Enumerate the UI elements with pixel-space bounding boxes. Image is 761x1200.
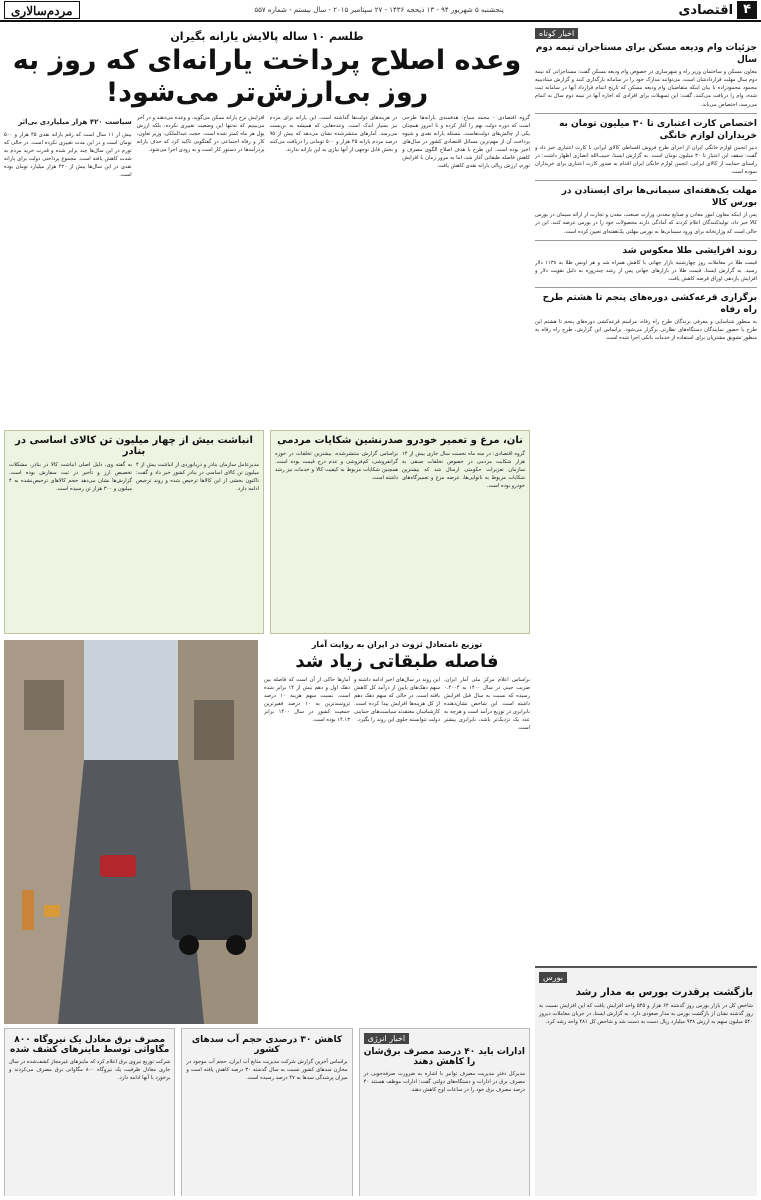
dateline: پنجشنبه ۵ شهریور ۹۴ - ۱۳ ذیحجه ۱۴۳۶ - ۲۷ سپتامبر ۲۰۱۵ - سال بیستم - شماره ۵۵۷ xyxy=(254,6,504,14)
divider xyxy=(535,287,757,288)
right-column xyxy=(535,28,757,1196)
brief-title: اختصاص کارت اعتباری تا ۳۰ میلیون تومان به خریداران لوازم خانگی xyxy=(559,118,757,141)
energy-title: کاهش ۳۰ درصدی حجم آب سدهای کشور xyxy=(191,1034,343,1055)
boxed-story-body: براساس گزارش منتشرشده، بیشترین تخلفات در حوزه گرانفروشی، کم‌فروشی و عدم درج قیمت بوده است. همچنین شکایات مربوط به کیفیت کالا و خدمات نیز رشد داشته است. xyxy=(275,450,398,481)
brief-body: پس از اینکه معاون امور معادن و صنایع معدنی وزارت صنعت، معدن و تجارت از ارائه سیمان در بورس کالا خبر داد، تولیدکنندگان اعلام کردند که آمادگی دارند محصولات خود را در بورس عرضه کنند. این در حالی است که وزارتخانه برای ورود سیمانی‌ها به بورس مهلتی یک‌هفته‌ای تعیین کرده است. xyxy=(535,212,757,235)
boxed-story-title: نان، مرغ و تعمیر خودرو صدرنشین شکایات مردمی xyxy=(277,434,523,446)
street-photo xyxy=(4,640,258,1024)
lead-text: در هزینه‌های دولت‌ها گذاشته است. این یارانه برای مردم نیز بسیار اندک است. وعده‌هایی که همیشه به بن‌بست می‌رسد. آمارهای منتشرشده نشان می‌دهد که بیش از ۹۵ درصد مردم یارانه ۴۵ هزار و ۵۰۰ تومانی را دریافت می‌کنند و بخش قابل توجهی از آنها نیازی به این یارانه ندارند. xyxy=(269,114,398,154)
photo-column xyxy=(4,640,258,1024)
energy-item xyxy=(181,1028,352,1196)
brief-body: معاون مسکن و ساختمان وزیر راه و شهرسازی در خصوص وام ودیعه مسکن گفت: مستاجرانی که نیمه دوم سال مهلت قراردادشان است، می‌توانند مدارک خود را در سامانه بارگذاری کنند و گزارش ستادیبیه محمود محمودزاده با بیان اینکه متقاضیان وام ودیعه مسکن که تاریخ اتمام قرارداد آنها در سامانه ثبت شده، وام را دریافت می‌کنند، گفت: این تسهیلات برای افرادی که اجاره آنها در نیمه دوم سال به اتمام می‌رسد، اختصاص می‌یابد. xyxy=(535,69,757,108)
lead-headline: وعده اصلاح پرداخت یارانه‌ای که روز به روز بی‌ارزش‌تر می‌شود! xyxy=(12,45,522,109)
divider xyxy=(535,240,757,241)
inequality-story xyxy=(264,640,530,1024)
divider xyxy=(535,113,757,114)
energy-news xyxy=(4,1028,530,1196)
brief-title: مهلت یک‌هفته‌ای سیمانی‌ها برای ایستادن در بورس کالا xyxy=(561,186,757,209)
brief-item xyxy=(535,185,757,235)
lead-story xyxy=(4,114,530,426)
story-body: براساس اعلام مرکز ملی آمار ایران، ضریب جینی در سال ۱۴۰۰ به ۰.۴۰۰۴ رسیده که نسبت به سال قبل افزایش داشته است. این شاخص نشان‌دهنده نابرابری در توزیع درآمد است و هرچه به عدد یک نزدیک‌تر باشد، نابرابری بیشتر است. xyxy=(444,676,530,732)
section-name: اقتصادی xyxy=(678,2,734,18)
brief-item xyxy=(535,118,757,177)
page-tag xyxy=(679,1,758,19)
boxed-story xyxy=(270,430,530,634)
bourse-title: بازگشت پرقدرت بورس به مدار رشد xyxy=(575,987,753,998)
boxed-story-body: به گفته وی، دلیل اصلی انباشت کالا در بنادر، مشکلات تخصیص ارز و تأخیر در ثبت سفارش بوده است. گزارش‌ها نشان می‌دهد حجم کالاهای ترخیص‌نشده به ۴ میلیون و ۳۰۰ هزار تن رسیده است. xyxy=(9,461,132,492)
energy-title: ادارات باید ۴۰ درصد مصرف برق‌شان را کاهش دهند xyxy=(363,1046,525,1067)
brief-label: اخبار کوتاه xyxy=(535,28,578,39)
energy-label: اخبار انرژی xyxy=(364,1033,409,1044)
story-body: این روند در سال‌های اخیر ادامه داشته و سهم دهک‌های پایین از درآمد کل کاهش یافته است. در حالی که سهم دهک دهم از کل هزینه‌ها افزایش پیدا کرده است. کارشناسان معتقدند سیاست‌های حمایتی دولت نتوانسته جلوی این روند را بگیرد. xyxy=(354,676,440,724)
energy-body: مدیرکل دفتر مدیریت مصرف توانیر با اشاره به ضرورت صرفه‌جویی در مصرف برق در ادارات و دستگاه‌های دولتی گفت: ادارات موظف هستند ۴۰ درصد مصرف برق خود را در ساعات اوج کاهش دهند. xyxy=(363,1070,525,1093)
masthead xyxy=(0,0,761,22)
boxed-story-body: مدیرعامل سازمان بنادر و دریانوردی از انباشت بیش از ۴ میلیون تن کالای اساسی در بنادر کشور خبر داد و گفت: تاکنون بخشی از این کالاها ترخیص شده و روند ترخیص ادامه دارد. xyxy=(136,461,259,492)
story-body: آمارها حاکی از آن است که فاصله بین دهک اول و دهم بیش از ۱۴ برابر شده است. نسبت سهم هزینه ۱۰ درصد ثروتمندترین به ۱۰ درصد فقیرترین جمعیت کشور در سال ۱۴۰۰ برابر ۱۴.۱۳ بوده است. xyxy=(264,676,351,724)
photo-story-row xyxy=(4,640,530,1024)
energy-item xyxy=(4,1028,175,1196)
energy-item xyxy=(359,1028,530,1196)
lead-column xyxy=(270,114,398,426)
energy-title: مصرف برق معادل یک نیروگاه ۸۰۰ مگاواتی توسط ماینرهای کشف شده xyxy=(10,1034,170,1055)
lead-column xyxy=(4,114,132,426)
main-area xyxy=(4,28,530,1196)
lead-column xyxy=(402,114,530,426)
lead-text: بیش از ۱۱ سال است که رقم یارانه نقدی ۴۵ هزار و ۵۰۰ تومان است و در این مدت تغییری نکرده است. در حالی که تورم در این سال‌ها چند برابر شده و قدرت خرید مردم به شدت کاهش یافته است. مجموع پرداختی دولت برای یارانه نقدی در این سال‌ها بیش از ۴۲۰ هزار میلیارد تومان بوده است. xyxy=(4,131,132,178)
boxed-stories xyxy=(4,430,530,634)
page-number: ۴ xyxy=(737,1,757,19)
lead-column xyxy=(137,114,265,426)
energy-body: براساس آخرین گزارش شرکت مدیریت منابع آب ایران، حجم آب موجود در مخازن سدهای کشور نسبت به سال گذشته ۳۰ درصد کاهش یافته است و میزان پرشدگی سدها به ۴۷ درصد رسیده است. xyxy=(186,1058,348,1081)
street-photo-image xyxy=(4,640,258,1024)
brief-title: جزئیات وام ودیعه مسکن برای مستاجران تیمه دوم سال xyxy=(535,43,757,66)
boxed-story-body: گروه اقتصادی: در سه ماه نخست سال جاری بیش از ۱۴ هزار شکایت مردمی در خصوص تخلفات صنفی به سازمان تعزیرات حکومتی ارسال شد که بیشترین شکایات مربوط به نانوایی‌ها، عرضه مرغ و تعمیرگاه‌های خودرو بوده است. xyxy=(402,450,525,490)
brief-title: روند افزایشی طلا معکوس شد xyxy=(622,245,757,256)
brief-body: دبیر انجمن لوازم خانگی ایران از اجرای طرح فروش اقساطی کالای ایرانی با کارت اعتباری خبر داد و گفت: سقف این اعتبار تا ۳۰ میلیون تومان است. به گزارش ایسنا، حبیب‌الله انصاری اظهار داشت: در راستای حمایت از کالای ایرانی، انجمن لوازم خانگی ایران اقدام به صدور کارت اعتباری برای خریداران نموده است. xyxy=(535,144,757,176)
brief-item xyxy=(535,245,757,283)
brief-item xyxy=(535,42,757,109)
brief-title: برگزاری قرعه‌کشی دوره‌های پنجم تا هشتم طرح راه رفاه xyxy=(542,292,757,316)
lead-subhead: سیاست ۴۲۰ هزار میلیاردی بی‌اثر xyxy=(18,117,132,126)
story-kicker: توزیع نامتعادل ثروت در ایران به روایت آمار xyxy=(311,639,483,649)
bourse-body: شاخص کل در بازار بورس روز گذشته ۶۴ هزار و ۵۴۵ واحد افزایش یافت که این افزایش نسبت به روز گذشته نشان از بازگشت بورس به مدار صعودی دارد. به گزارش ایسنا، در جریان معاملات دیروز ۵۴۰ میلیون سهم به ارزش ۹۳۸ میلیارد ریال دست به دست شد و شاخص کل ۴۸۱ واحد رشد کرد. xyxy=(539,1002,753,1025)
energy-body: شرکت توزیع نیروی برق اعلام کرد که ماینرهای غیرمجاز کشف‌شده در سال جاری معادل ظرفیت یک نیروگاه ۸۰۰ مگاواتی برق مصرف می‌کردند و برخورد با آنها ادامه دارد. xyxy=(9,1058,171,1081)
lead-kicker: طلسم ۱۰ ساله پالایش یارانه بگیران xyxy=(170,30,364,43)
boxed-story xyxy=(4,430,264,634)
bourse-box xyxy=(535,966,757,1196)
lead-text: گروه اقتصادی - محمد سیاح: هدفمندی یارانه‌ها طرحی است که دوره دولت نهم را آغاز کرده و تا امروز همچنان یکی از چالش‌های دولت‌هاست. مسئله یارانه نقدی و شیوه پرداخت آن از مهم‌ترین مسائل اقتصادی کشور در سال‌های اخیر بوده است. این طرح با هدف اصلاح الگوی مصرف و کاهش فاصله طبقاتی آغاز شد، اما به مرور زمان با افزایش تورم، ارزش ریالی یارانه نقدی کاهش یافت. xyxy=(402,114,530,170)
boxed-story-title: انباشت بیش از چهار میلیون تن کالای اساسی در بنادر xyxy=(15,434,253,457)
story-title: فاصله طبقاتی زیاد شد xyxy=(295,650,499,672)
brief-body: قیمت طلا در معاملات روز چهارشنبه بازار جهانی با کاهش همراه شد و هر اونس طلا به ۱۱۳۸ دلار رسید. به گزارش ایسنا، قیمت طلا در بازارهای جهانی پس از رشد چندروزه به دلیل تقویت دلار و افزایش بازدهی اوراق قرضه کاهش یافت. xyxy=(535,259,757,282)
divider xyxy=(535,180,757,181)
lead-text: افزایش نرخ یارانه ممکن می‌گوید. و وعده می‌دهند و در آخر می‌بینیم که نه‌تنها این وضعیت تغییری نکرده، بلکه ارزش پول هر ماه کمتر شده است. حجت عبدالملکی، وزیر تعاون، کار و رفاه اجتماعی در گفتگویی تاکید کرد که حذف یارانه پردرآمدها در دستور کار است و به زودی اجرا می‌شود. xyxy=(136,114,265,154)
brief-item xyxy=(535,292,757,342)
brief-body: به منظور شناسایی و معرفی برندگان طرح راه رفاه، مراسم قرعه‌کشی دوره‌های پنجم تا هشتم این طرح با حضور نمایندگان دستگاه‌های نظارتی برگزار می‌شود. براساس این گزارش، طرح راه رفاه به منظور تشویق مشتریان برای استفاده از خدمات بانکی اجرا شده است. xyxy=(535,319,757,342)
newspaper-logo: مردم‌سالاری xyxy=(4,1,80,19)
bourse-label: بورس xyxy=(539,972,567,983)
